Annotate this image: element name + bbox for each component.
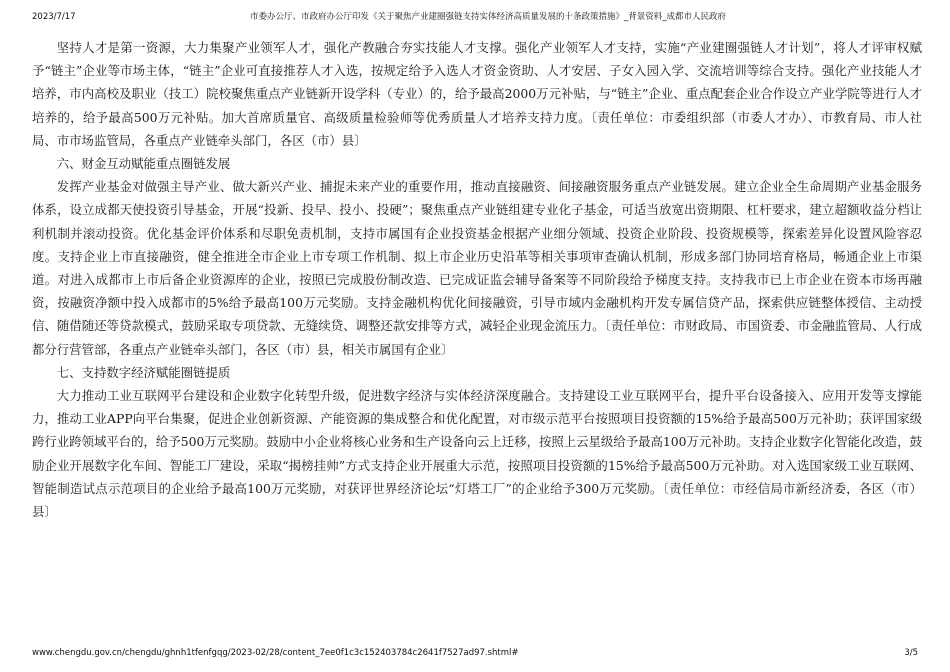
print-footer — [0, 646, 950, 660]
print-date: 2023/7/17 — [32, 12, 76, 22]
article-body — [32, 36, 922, 523]
print-header — [0, 10, 950, 24]
paragraph-talent-support: 坚持人才是第一资源，大力集聚产业领军人才，强化产教融合夯实技能人才支撑。强化产业领军人才支持，实施“产业建圈强链人才计划”，将人才评审权赋予“链主”企业等市场主体，“链主”企业可直接推荐人才入选，按规定给予入选人才资金资助、人才安居、子女入园入学、交流培训等综合支持。强化产业技能人才培养，市内高校及职业（技工）院校聚焦重点产业链新开设学科（专业）的，给予最高2000万元补贴，与“链主”企业、重点配套企业合作设立产业学院等进行人才培养的，给予最高500万元补贴。加大首席质量官、高级质量检验师等优秀质量人才培养支持力度。〔责任单位：市委组织部（市委人才办）、市教育局、市人社局、市市场监管局，各重点产业链牵头部门，各区（市）县〕 — [32, 40, 922, 148]
page-url: www.chengdu.gov.cn/chengdu/ghnh1tfenfgqg/2023-02/28/content_7ee0f1c3c152403784c2641f7527ad97.shtml# — [32, 648, 519, 658]
section-heading-digital-economy: 七、支持数字经济赋能圈链提质 — [56, 364, 231, 380]
paragraph-finance: 发挥产业基金对做强主导产业、做大新兴产业、捕捉未来产业的重要作用，推动直接融资、间接融资服务重点产业链发展。建立企业全生命周期产业基金服务体系，设立成都天使投资引导基金，开展“投新、投早、投小、投硬”；聚焦重点产业链组建专业化子基金，可适当放宽出资期限、杠杆要求，建立超额收益分档让利机制并滚动投资。优化基金评价体系和尽职免责机制，支持市属国有企业投资基金根据产业细分领域、投资企业阶段、投资规模等，探索差异化设置风险容忍度。支持企业上市直接融资，健全推进全市企业上市专项工作机制、拟上市企业历史沿革等相关事项审查确认机制，形成多部门协同培育格局，畅通企业上市渠道。对进入成都市上市后备企业资源库的企业，按照已完成股份制改造、已完成证监会辅导备案等不同阶段给予梯度支持。支持我市已上市企业在资本市场再融资，按融资净额中投入成都市的5%给予最高100万元奖励。支持金融机构优化间接融资，引导市域内金融机构开发专属信贷产品，探索供应链整体授信、主动授信、随借随还等贷款模式，鼓励采取专项贷款、无缝续贷、调整还款安排等方式，减轻企业现金流压力。〔责任单位：市财政局、市国资委、市金融监管局、人行成都分行营管部，各重点产业链牵头部门，各区（市）县，相关市属国有企业〕 — [32, 179, 922, 357]
section-heading-finance: 六、财金互动赋能重点圈链发展 — [56, 156, 231, 172]
page-number: 3/5 — [904, 648, 918, 658]
paragraph-digital-economy: 大力推动工业互联网平台建设和企业数字化转型升级，促进数字经济与实体经济深度融合。支持建设工业互联网平台，提升平台设备接入、应用开发等支撑能力，推动工业APP向平台集聚，促进企业创新资源、产能资源的集成整合和优化配置，对市级示范平台按照项目投资额的15%给予最高500万元补助；获评国家级跨行业跨领域平台的，给予500万元奖励。鼓励中小企业将核心业务和生产设备向云上迁移，按照上云星级给予最高100万元补助。支持企业数字化智能化改造，鼓励企业开展数字化车间、智能工厂建设，采取“揭榜挂帅”方式支持企业开展重大示范，按照项目投资额的15%给予最高500万元补助。对入选国家级工业互联网、智能制造试点示范项目的企业给予最高100万元奖励，对获评世界经济论坛“灯塔工厂”的企业给予300万元奖励。〔责任单位：市经信局市新经济委，各区（市）县〕 — [32, 388, 922, 520]
document-title: 市委办公厅、市政府办公厅印发《关于聚焦产业建圈强链支持实体经济高质量发展的十条政策措施》_背景资料_成都市人民政府 — [250, 12, 727, 22]
